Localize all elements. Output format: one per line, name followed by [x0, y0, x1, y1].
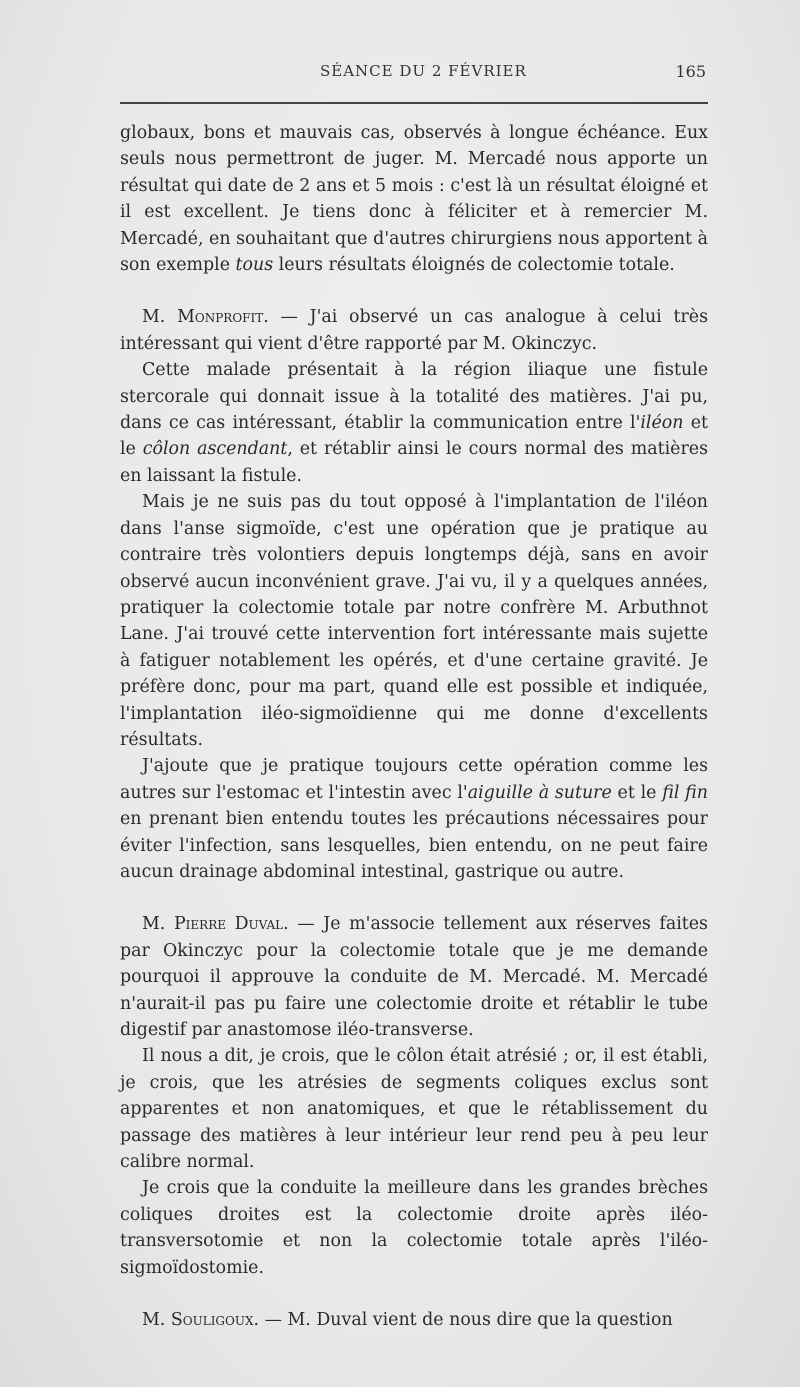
- paragraph-souligoux: M. Souligoux. — M. Duval vient de nous dire que la question: [142, 1310, 673, 1331]
- body-text: [120, 120, 708, 1333]
- page-number: 165: [675, 62, 706, 81]
- running-head: SÉANCE DU 2 FÉVRIER: [320, 62, 527, 80]
- paragraph-1: globaux, bons et mauvais cas, observés à longue échéance. Eux seuls nous permettront de juger. M. Mercadé nous apporte un résultat qui date de 2 ans et 5 mois : c'est là un résultat éloigné et il est excellent. Je tiens donc à féliciter et à remercier M. Mercadé, en souhaitant que d'autres chirurgiens nous apportent à son exemple tous leurs résultats éloignés de colectomie totale.: [120, 123, 708, 276]
- speaker-monprofit: M. Monprofit.: [142, 307, 269, 328]
- speaker-duval: M. Pierre Duval.: [142, 914, 289, 935]
- speaker-souligoux: M. Souligoux.: [142, 1310, 260, 1331]
- header-rule: [120, 102, 708, 104]
- paragraph-5: J'ajoute que je pratique toujours cette opération comme les autres sur l'estomac et l'intestin avec l'aiguille à suture et le fil fin en prenant bien entendu toutes les précautions nécessaires pour éviter l'infection, sans lesquelles, bien entendu, on ne peut faire aucun drainage abdominal intestinal, gastrique ou autre.: [120, 756, 708, 882]
- paragraph-4: Mais je ne suis pas du tout opposé à l'implantation de l'iléon dans l'anse sigmoïde, c'est une opération que je pratique au contraire très volontiers depuis longtemps déjà, sans en avoir observé aucun inconvénient grave. J'ai vu, il y a quelques années, pratiquer la colectomie totale par notre confrère M. Arbuthnot Lane. J'ai trouvé cette intervention fort intéressante mais sujette à fatiguer notablement les opérés, et d'une certaine gravité. Je préfère donc, pour ma part, quand elle est possible et indiquée, l'implantation iléo-sigmoïdienne qui me donne d'excellents résultats.: [120, 492, 708, 750]
- paragraph-8: Je crois que la conduite la meilleure dans les grandes brèches coliques droites est la colectomie droite après iléo-transversotomie et non la colectomie totale après l'iléo-sigmoïdostomie.: [120, 1178, 708, 1278]
- paragraph-3: Cette malade présentait à la région iliaque une fistule stercorale qui donnait issue à la totalité des matières. J'ai pu, dans ce cas intéressant, établir la communication entre l'iléon et le côlon ascendant, et rétablir ainsi le cours normal des matières en laissant la fistule.: [120, 360, 708, 486]
- paragraph-monprofit: M. Monprofit. — J'ai observé un cas analogue à celui très intéressant qui vient d'être rapporté par M. Okinczyc.: [120, 307, 708, 354]
- page-header: [120, 62, 708, 86]
- paragraph-duval: M. Pierre Duval. — Je m'associe tellement aux réserves faites par Okinczyc pour la colectomie totale que je me demande pourquoi il approuve la conduite de M. Mercadé. M. Mercadé n'aurait-il pas pu faire une colectomie droite et rétablir le tube digestif par anastomose iléo-transverse.: [120, 914, 708, 1040]
- paragraph-7: Il nous a dit, je crois, que le côlon était atrésié ; or, il est établi, je crois, que les atrésies de segments coliques exclus sont apparentes et non anatomiques, et que le rétablissement du passage des matières à leur intérieur leur rend peu à peu leur calibre normal.: [120, 1046, 708, 1173]
